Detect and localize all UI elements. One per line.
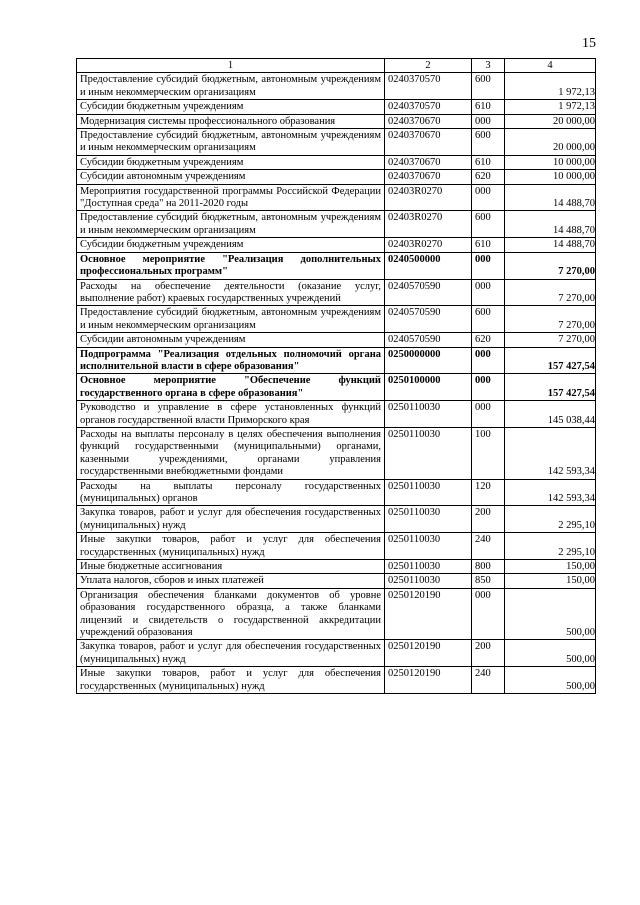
table-row xyxy=(77,73,596,100)
table-row xyxy=(77,347,596,374)
row-amount: 10 000,00 xyxy=(505,155,596,169)
row-code: 0240370670 xyxy=(385,155,472,169)
row-type: 000 xyxy=(472,588,505,640)
budget-table-body xyxy=(77,59,596,694)
row-type: 000 xyxy=(472,184,505,211)
row-code: 0240570590 xyxy=(385,333,472,347)
header-col-4: 4 xyxy=(505,59,596,73)
row-amount: 145 038,44 xyxy=(505,401,596,428)
row-code: 0250120190 xyxy=(385,588,472,640)
row-code: 0240370670 xyxy=(385,114,472,128)
row-name: Подпрограмма "Реализация отдельных полномочий органа исполнительной власти в сфере образования" xyxy=(77,347,385,374)
row-type: 200 xyxy=(472,506,505,533)
table-row xyxy=(77,252,596,279)
row-amount: 150,00 xyxy=(505,574,596,588)
row-type: 000 xyxy=(472,114,505,128)
row-name: Основное мероприятие "Реализация дополнительных профессиональных программ" xyxy=(77,252,385,279)
page-number: 15 xyxy=(582,36,596,51)
table-row xyxy=(77,374,596,401)
row-code: 0250120190 xyxy=(385,667,472,694)
row-name: Основное мероприятие "Обеспечение функций государственного органа в сфере образования" xyxy=(77,374,385,401)
row-type: 000 xyxy=(472,279,505,306)
row-name: Модернизация системы профессионального образования xyxy=(77,114,385,128)
row-type: 240 xyxy=(472,667,505,694)
row-name: Субсидии бюджетным учреждениям xyxy=(77,155,385,169)
row-type: 850 xyxy=(472,574,505,588)
row-amount: 500,00 xyxy=(505,588,596,640)
row-amount: 1 972,13 xyxy=(505,73,596,100)
table-row xyxy=(77,333,596,347)
row-code: 0240570590 xyxy=(385,279,472,306)
row-type: 620 xyxy=(472,170,505,184)
row-code: 0250110030 xyxy=(385,574,472,588)
row-type: 000 xyxy=(472,401,505,428)
row-amount: 157 427,54 xyxy=(505,374,596,401)
row-type: 200 xyxy=(472,640,505,667)
row-code: 0240570590 xyxy=(385,306,472,333)
table-row xyxy=(77,667,596,694)
table-row xyxy=(77,640,596,667)
row-type: 240 xyxy=(472,533,505,560)
row-amount: 142 593,34 xyxy=(505,479,596,506)
row-amount: 2 295,10 xyxy=(505,506,596,533)
row-type: 610 xyxy=(472,238,505,252)
row-type: 600 xyxy=(472,73,505,100)
row-amount: 2 295,10 xyxy=(505,533,596,560)
row-amount: 500,00 xyxy=(505,667,596,694)
table-row xyxy=(77,306,596,333)
row-name: Расходы на выплаты персоналу государственных (муниципальных) органов xyxy=(77,479,385,506)
row-amount: 7 270,00 xyxy=(505,333,596,347)
row-type: 000 xyxy=(472,347,505,374)
row-code: 0250000000 xyxy=(385,347,472,374)
table-row xyxy=(77,560,596,574)
table-row xyxy=(77,211,596,238)
row-amount: 20 000,00 xyxy=(505,129,596,156)
row-amount: 1 972,13 xyxy=(505,100,596,114)
row-name: Расходы на обеспечение деятельности (оказание услуг, выполнение работ) краевых государственных учреждений xyxy=(77,279,385,306)
row-code: 0240500000 xyxy=(385,252,472,279)
table-row xyxy=(77,479,596,506)
row-type: 120 xyxy=(472,479,505,506)
table-row xyxy=(77,588,596,640)
table-header-row xyxy=(77,59,596,73)
row-amount: 14 488,70 xyxy=(505,211,596,238)
header-col-1: 1 xyxy=(77,59,385,73)
row-amount: 14 488,70 xyxy=(505,184,596,211)
table-row xyxy=(77,533,596,560)
row-name: Предоставление субсидий бюджетным, автономным учреждениям и иным некоммерческим организациям xyxy=(77,129,385,156)
row-name: Иные закупки товаров, работ и услуг для обеспечения государственных (муниципальных) нужд xyxy=(77,667,385,694)
row-amount: 10 000,00 xyxy=(505,170,596,184)
row-type: 100 xyxy=(472,427,505,479)
row-name: Субсидии автономным учреждениям xyxy=(77,333,385,347)
row-amount: 7 270,00 xyxy=(505,252,596,279)
row-name: Иные бюджетные ассигнования xyxy=(77,560,385,574)
table-row xyxy=(77,100,596,114)
row-code: 02403R0270 xyxy=(385,211,472,238)
row-name: Субсидии бюджетным учреждениям xyxy=(77,238,385,252)
row-name: Субсидии автономным учреждениям xyxy=(77,170,385,184)
table-row xyxy=(77,279,596,306)
row-type: 800 xyxy=(472,560,505,574)
row-code: 02403R0270 xyxy=(385,238,472,252)
table-row xyxy=(77,184,596,211)
budget-table xyxy=(76,58,596,694)
header-col-2: 2 xyxy=(385,59,472,73)
row-type: 600 xyxy=(472,306,505,333)
row-type: 600 xyxy=(472,129,505,156)
row-name: Закупка товаров, работ и услуг для обеспечения государственных (муниципальных) нужд xyxy=(77,640,385,667)
row-type: 610 xyxy=(472,155,505,169)
row-code: 0250110030 xyxy=(385,506,472,533)
row-amount: 7 270,00 xyxy=(505,279,596,306)
row-code: 0240370670 xyxy=(385,129,472,156)
row-amount: 142 593,34 xyxy=(505,427,596,479)
row-name: Уплата налогов, сборов и иных платежей xyxy=(77,574,385,588)
row-amount: 500,00 xyxy=(505,640,596,667)
row-name: Иные закупки товаров, работ и услуг для обеспечения государственных (муниципальных) нужд xyxy=(77,533,385,560)
row-code: 0250110030 xyxy=(385,533,472,560)
row-type: 600 xyxy=(472,211,505,238)
table-row xyxy=(77,506,596,533)
row-code: 0250120190 xyxy=(385,640,472,667)
row-name: Руководство и управление в сфере установленных функций органов государственной власти Приморского края xyxy=(77,401,385,428)
row-name: Закупка товаров, работ и услуг для обеспечения государственных (муниципальных) нужд xyxy=(77,506,385,533)
table-row xyxy=(77,427,596,479)
row-code: 02403R0270 xyxy=(385,184,472,211)
row-code: 0250100000 xyxy=(385,374,472,401)
table-row xyxy=(77,574,596,588)
row-code: 0240370670 xyxy=(385,170,472,184)
row-code: 0240370570 xyxy=(385,100,472,114)
table-row xyxy=(77,170,596,184)
table-row xyxy=(77,238,596,252)
row-type: 000 xyxy=(472,374,505,401)
table-row xyxy=(77,114,596,128)
row-name: Мероприятия государственной программы Российской Федерации "Доступная среда" на 2011-2020 годы xyxy=(77,184,385,211)
table-row xyxy=(77,155,596,169)
row-amount: 20 000,00 xyxy=(505,114,596,128)
row-code: 0250110030 xyxy=(385,560,472,574)
row-amount: 7 270,00 xyxy=(505,306,596,333)
table-row xyxy=(77,129,596,156)
row-name: Расходы на выплаты персоналу в целях обеспечения выполнения функций государственными (муниципальными) органами, казенными учреждениями, органами управления государственными внебюджетными фондами xyxy=(77,427,385,479)
row-name: Предоставление субсидий бюджетным, автономным учреждениям и иным некоммерческим организациям xyxy=(77,306,385,333)
row-name: Предоставление субсидий бюджетным, автономным учреждениям и иным некоммерческим организациям xyxy=(77,73,385,100)
row-type: 620 xyxy=(472,333,505,347)
row-name: Предоставление субсидий бюджетным, автономным учреждениям и иным некоммерческим организациям xyxy=(77,211,385,238)
row-amount: 150,00 xyxy=(505,560,596,574)
row-code: 0240370570 xyxy=(385,73,472,100)
table-row xyxy=(77,401,596,428)
row-type: 000 xyxy=(472,252,505,279)
row-code: 0250110030 xyxy=(385,427,472,479)
header-col-3: 3 xyxy=(472,59,505,73)
row-code: 0250110030 xyxy=(385,479,472,506)
row-code: 0250110030 xyxy=(385,401,472,428)
row-amount: 157 427,54 xyxy=(505,347,596,374)
row-name: Субсидии бюджетным учреждениям xyxy=(77,100,385,114)
row-amount: 14 488,70 xyxy=(505,238,596,252)
row-name: Организация обеспечения бланками документов об уровне образования государственного образца, а также бланками лицензий и свидетельств о государственной аккредитации учреждений образования xyxy=(77,588,385,640)
row-type: 610 xyxy=(472,100,505,114)
